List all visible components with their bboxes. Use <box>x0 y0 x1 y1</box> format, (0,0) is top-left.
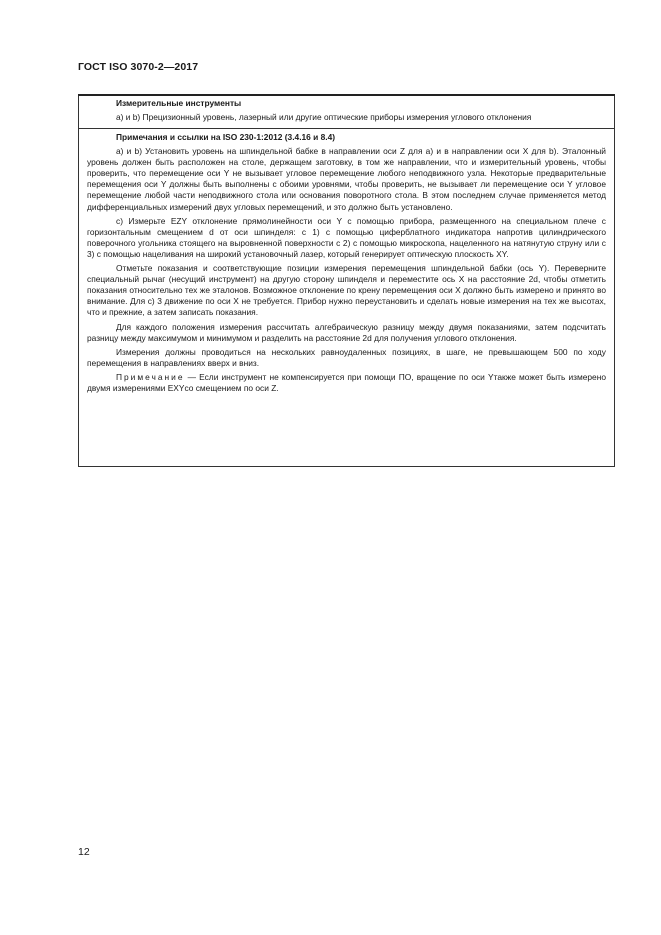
instruments-text: а) и b) Прецизионный уровень, лазерный или другие оптические приборы измерения углового отклонения <box>116 112 532 123</box>
row-divider <box>79 128 614 129</box>
note-text: — Если инструмент не компенсируется при помощи ПО, вращение по оси Yтакже может быть измерено двумя измерениями EXYсо смещением по оси Z. <box>87 371 606 393</box>
content-table <box>78 94 615 467</box>
page-number: 12 <box>78 846 90 858</box>
notes-paragraph-1: а) и b) Установить уровень на шпиндельной бабке в направлении оси Z для а) и в направлении оси X для b). Эталонный уровень должен быть расположен на столе, держащем заготовку, в том же направлении, что и измерительный уровень, чтобы проверить, что перемещение оси Y не вызывает угловое перемещение любого неподвижного узла. Некоторые предварительные перемещения оси Y должны быть выполнены с обоими уровнями, чтобы проверить, не вызывает ли перемещение оси Y угловое перемещение любой части неподвижного стола или основания поворотного стола. В этом последнем случае применяется метод дифференциальных измерений двух угловых перемещений, и это должно быть установлено. <box>87 146 606 212</box>
notes-heading: Примечания и ссылки на ISO 230-1:2012 (3.4.16 и 8.4) <box>116 132 336 142</box>
instruments-heading: Измерительные инструменты <box>116 98 242 108</box>
notes-note <box>87 372 606 394</box>
note-label: Примечание <box>116 371 185 382</box>
table-top-rule <box>78 94 615 96</box>
notes-section <box>87 132 606 394</box>
notes-paragraph-4: Для каждого положения измерения рассчитать алгебраическую разницу между двумя показаниями, затем подсчитать разницу между максимумом и минимумом и разделить на расстояние 2d для получения углового отклонения. <box>87 321 606 343</box>
notes-paragraph-2: с) Измерьте EZY отклонение прямолинейности оси Y с помощью прибора, размещенного на специальном плече с горизонтальным смещением d от оси шпинделя: с 1) с помощью циферблатного индикатора напротив цилиндрического поверочного угольника стоящего на выровненной поверхности с 2) с помощью микроскопа, нацеленного на натянутую струну или с 3) с помощью нацеливания на широкий установочный лазер, который генерирует оптическую плоскость XY. <box>87 215 606 259</box>
document-header: ГОСТ ISO 3070-2—2017 <box>78 61 199 73</box>
instruments-section <box>87 98 606 123</box>
notes-paragraph-5: Измерения должны проводиться на нескольких равноудаленных позициях, в шаге, не превышающем 500 по ходу перемещения в направлениях вверх и вниз. <box>87 346 606 368</box>
notes-paragraph-3: Отметьте показания и соответствующие позиции измерения перемещения шпиндельной бабки (ось Y). Переверните специальный рычаг (несущий инструмент) на другую сторону шпинделя и переместите ось X на расстояние 2d, чтобы отметить показания относительно тех же эталонов. Возможное отклонение по крену перемещения оси X должно быть измерено и принято во внимание. Для с) 3 движение по оси X не требуется. Прибор нужно переустановить и сделать новые измерения на тех же высотах, что и прежние, а затем записать показания. <box>87 263 606 318</box>
